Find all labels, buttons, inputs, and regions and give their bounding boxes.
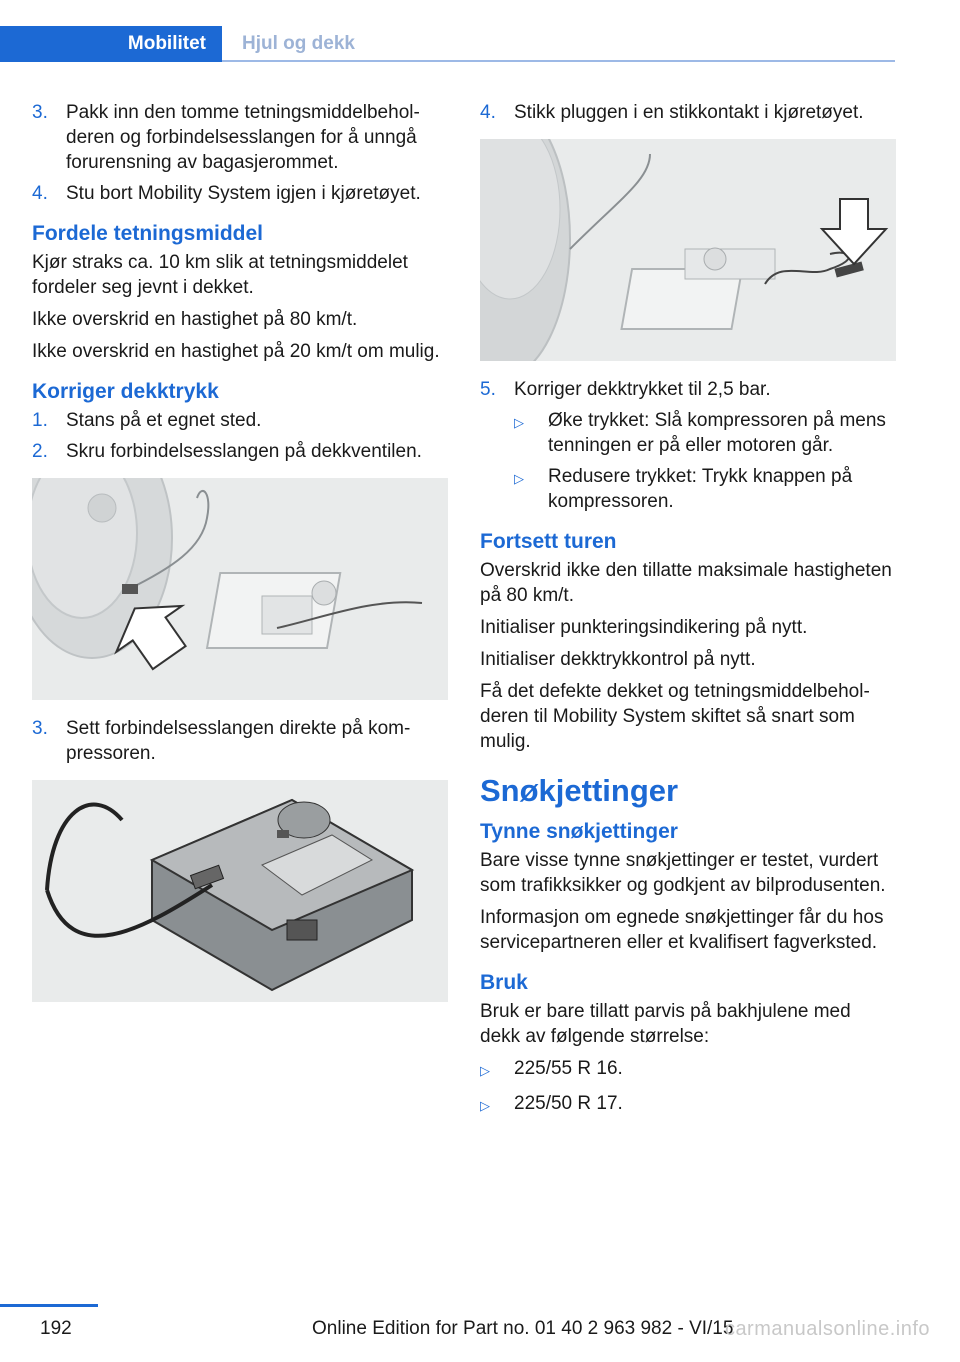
step-item: [32, 100, 448, 175]
left-column: [32, 100, 448, 1018]
step-text: Skru forbindelsesslangen på dekkventilen.: [66, 441, 422, 462]
triangle-right-icon: ▷: [514, 415, 524, 430]
step-text: Pakk inn den tomme tetningsmiddelbeholderen og forbindelsesslangen for å unngå forurensning av bagasjerommet.: [66, 102, 420, 173]
paragraph: Bare visse tynne snøkjettinger er testet, vurdert som trafikksikker og godkjent av bilprodusenten.: [480, 850, 886, 896]
figure-plug-socket: [480, 139, 896, 361]
paragraph: Initialiser dekktrykkontrol på nytt.: [480, 649, 756, 670]
list-item-text: 225/50 R 17.: [514, 1093, 623, 1114]
step-text: Stans på et egnet sted.: [66, 410, 262, 431]
section-heading-tynne: Tynne snøkjettinger: [480, 820, 678, 843]
watermark: carmanualsonline.info: [724, 1318, 930, 1340]
sub-item: [514, 408, 896, 458]
paragraph: Initialiser punkteringsindikering på nytt.: [480, 617, 808, 638]
chapter-heading-snokjettinger: Snøkjettinger: [480, 773, 679, 808]
step-item: [480, 377, 896, 402]
right-column: [480, 100, 896, 1126]
section-heading-fordele: Fordele tetningsmiddel: [32, 222, 264, 245]
step-item: [32, 716, 448, 766]
paragraph: Informasjon om egnede snøkjettinger får du hos servicepartneren eller et kvalifisert fagverksted.: [480, 907, 884, 953]
paragraph: Ikke overskrid en hastighet på 20 km/t om mulig.: [32, 341, 440, 362]
step-item: [480, 100, 896, 125]
list-item: [480, 1091, 896, 1118]
step-number: 3.: [32, 718, 48, 739]
paragraph: Kjør straks ca. 10 km slik at tetningsmiddelet fordeler seg jevnt i dekket.: [32, 252, 408, 298]
step-text: Stikk pluggen i en stikkontakt i kjøretøyet.: [514, 102, 864, 123]
paragraph: Få det defekte dekket og tetningsmiddelbeholderen til Mobility System skiftet så snart som mulig.: [480, 681, 870, 752]
paragraph: Overskrid ikke den tillatte maksimale hastigheten på 80 km/t.: [480, 560, 892, 606]
step-text: Stu bort Mobility System igjen i kjøretøyet.: [66, 183, 421, 204]
step-item: [32, 439, 448, 464]
header-divider: [222, 60, 895, 62]
page-number: 192: [40, 1318, 72, 1339]
step-number: 3.: [32, 102, 48, 123]
list-item-text: 225/55 R 16.: [514, 1058, 623, 1079]
triangle-right-icon: ▷: [514, 471, 524, 486]
figure-hose-on-valve: [32, 478, 448, 700]
step-item: [32, 408, 448, 433]
paragraph: Ikke overskrid en hastighet på 80 km/t.: [32, 309, 358, 330]
section-heading-korriger: Korriger dekktrykk: [32, 380, 219, 403]
triangle-right-icon: ▷: [480, 1098, 490, 1113]
tab-hjul-og-dekk[interactable]: Hjul og dekk: [242, 33, 355, 54]
sub-text: Øke trykket: Slå kompressoren på mens tenningen er på eller motoren går.: [548, 410, 886, 456]
section-heading-fortsett: Fortsett turen: [480, 530, 617, 553]
edition-text: Online Edition for Part no. 01 40 2 963 982 - VI/15: [312, 1318, 734, 1339]
sub-item: [514, 464, 896, 514]
step-item: [32, 181, 448, 206]
step-text: Sett forbindelsesslangen direkte på kompressoren.: [66, 718, 411, 764]
tab-mobilitet[interactable]: Mobilitet: [0, 26, 222, 62]
step-number: 4.: [32, 183, 48, 204]
step-number: 4.: [480, 102, 496, 123]
step-number: 1.: [32, 410, 48, 431]
section-heading-bruk: Bruk: [480, 971, 528, 994]
triangle-right-icon: ▷: [480, 1063, 490, 1078]
sub-text: Redusere trykket: Trykk knappen på kompressoren.: [548, 466, 853, 512]
step-number: 2.: [32, 441, 48, 462]
footer-divider: [0, 1304, 98, 1307]
figure-hose-on-compressor: [32, 780, 448, 1002]
list-item: [480, 1056, 896, 1083]
step-number: 5.: [480, 379, 496, 400]
paragraph: Bruk er bare tillatt parvis på bakhjulene med dekk av følgende størrelse:: [480, 1001, 851, 1047]
header-bar: [0, 0, 895, 62]
step-text: Korriger dekktrykket til 2,5 bar.: [514, 379, 771, 400]
